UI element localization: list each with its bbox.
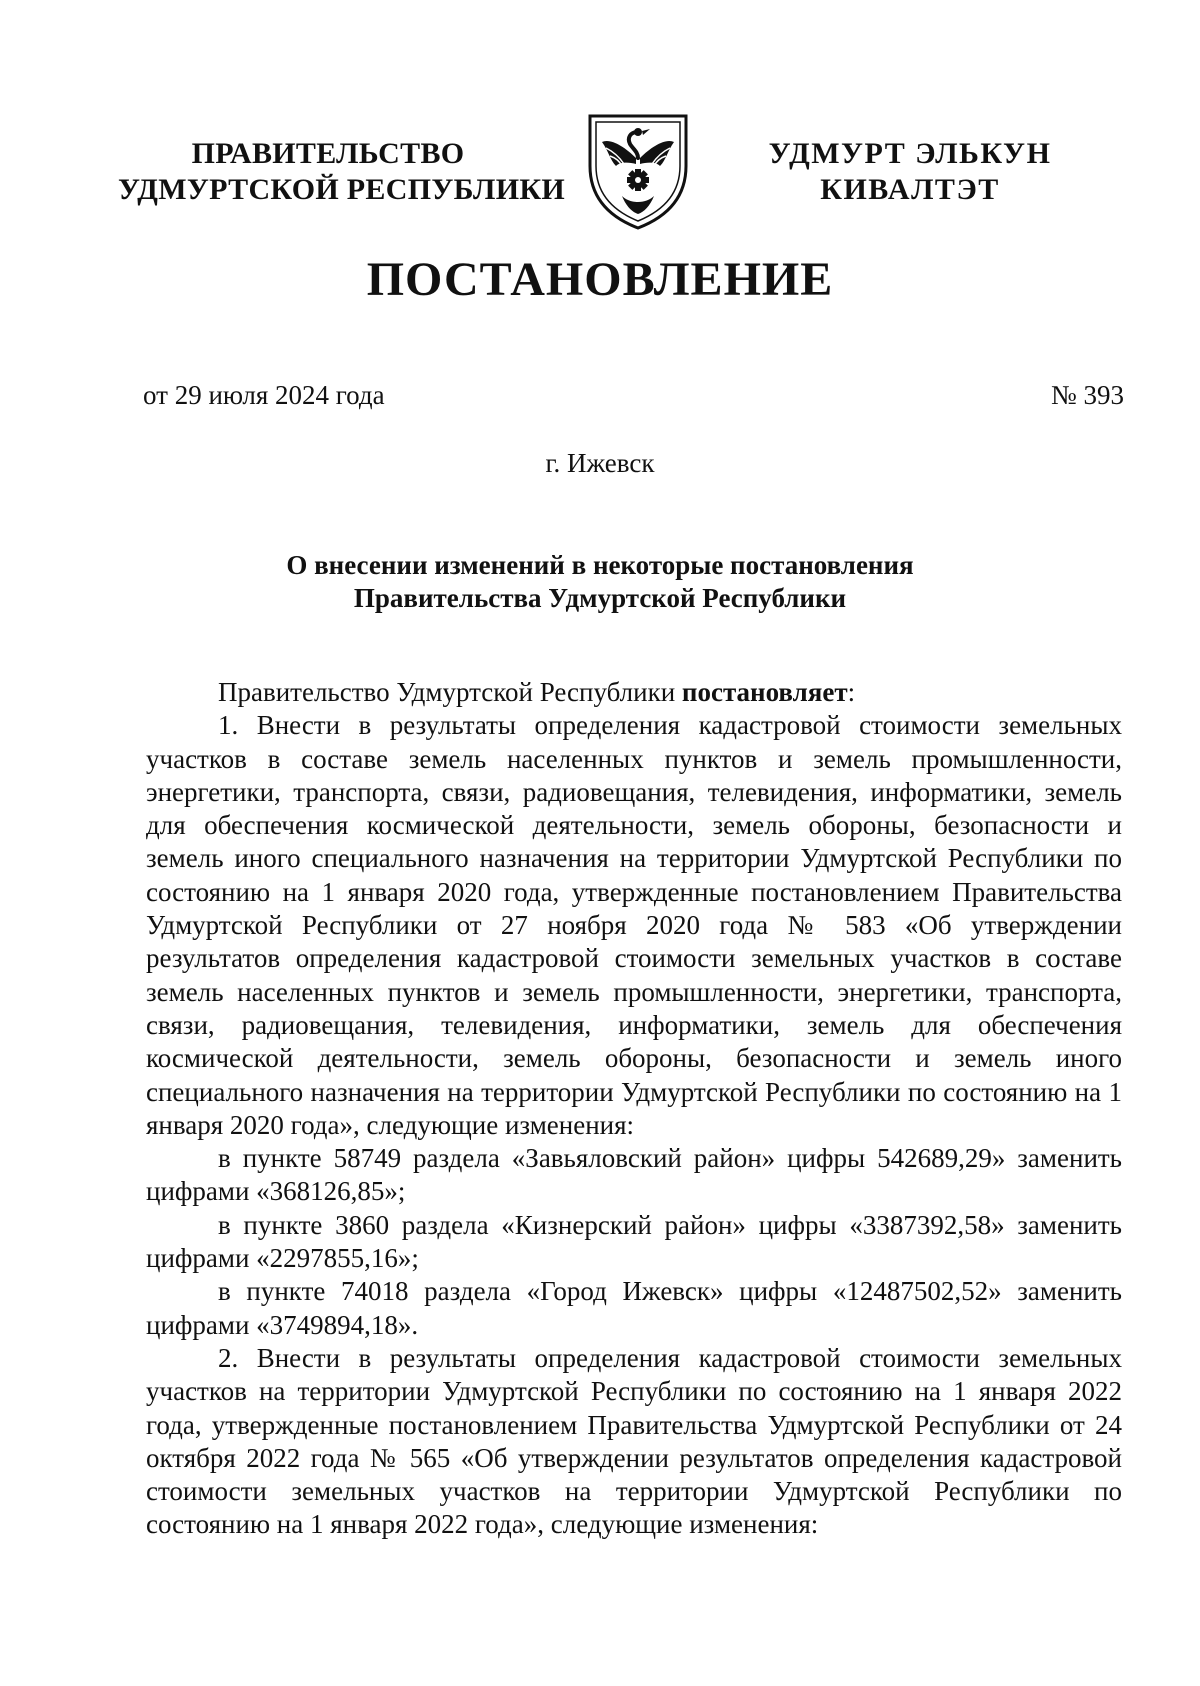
document-number: № 393 bbox=[1050, 380, 1124, 410]
paragraph-change-3: в пункте 74018 раздела «Город Ижевск» цифры «12487502,52» заменить цифрами «3749894,18». bbox=[146, 1276, 1122, 1340]
preamble-colon: : bbox=[847, 677, 856, 707]
document-body bbox=[146, 676, 1122, 1542]
coat-of-arms-icon bbox=[580, 108, 696, 232]
issuer-udmurt-line-1: УДМУРТ ЭЛЬКУН bbox=[768, 137, 1052, 170]
preamble-keyword: постановляет bbox=[681, 677, 848, 707]
paragraph-change-1: в пункте 58749 раздела «Завьяловский район» цифры 542689,29» заменить цифрами «368126,85»; bbox=[146, 1143, 1122, 1207]
document-date: от 29 июля 2024 года bbox=[143, 380, 385, 410]
document-subject bbox=[0, 549, 1200, 615]
paragraph-change-2: в пункте 3860 раздела «Кизнерский район» цифры «3387392,58» заменить цифрами «2297855,16»; bbox=[146, 1209, 1122, 1274]
paragraph-item-2: 2. Внести в результаты определения кадастровой стоимости земельных участков на территории Удмуртской Республики по состоянию на 1 января 2022 года, утвержденные постановлением Правительства Удмуртской Республики от 24 октября 2022 года № 565 «Об утверждении результатов определения кадастровой стоимости земельных участков на территории Удмуртской Республики по состоянию на 1 января 2022 года», следующие изменения: bbox=[146, 1342, 1122, 1540]
issuer-line-1: ПРАВИТЕЛЬСТВО bbox=[191, 137, 465, 170]
issuer-name-russian bbox=[118, 136, 566, 208]
issuer-udmurt-line-2: КИВАЛТЭТ bbox=[820, 173, 1000, 206]
issuer-name-udmurt bbox=[760, 136, 1060, 208]
issuer-line-2: УДМУРТСКОЙ РЕСПУБЛИКИ bbox=[118, 173, 566, 206]
preamble-paragraph bbox=[146, 676, 1122, 709]
document-type-title: ПОСТАНОВЛЕНИЕ bbox=[366, 253, 834, 306]
document-city: г. Ижевск bbox=[545, 448, 655, 478]
subject-line-2: Правительства Удмуртской Республики bbox=[353, 583, 847, 613]
paragraph-item-1: 1. Внести в результаты определения кадастровой стоимости земельных участков в составе земель населенных пунктов и земель промышленности, энергетики, транспорта, связи, радиовещания, телевидения, информатики, земель для обеспечения космической деятельности, земель обороны, безопасности и земель иного специального назначения на территории Удмуртской Республики по состоянию на 1 января 2020 года, утвержденные постановлением Правительства Удмуртской Республики от 27 ноября 2020 года № 583 «Об утверждении результатов определения кадастровой стоимости земельных участков в составе земель населенных пунктов и земель промышленности, энергетики, транспорта, связи, радиовещания, телевидения, информатики, земель для обеспечения космической деятельности, земель обороны, безопасности и земель иного специального назначения на территории Удмуртской Республики по состоянию на 1 января 2020 года», следующие изменения: bbox=[146, 710, 1122, 1140]
subject-line-1: О внесении изменений в некоторые постановления bbox=[286, 550, 914, 580]
preamble-text: Правительство Удмуртской Республики bbox=[218, 677, 682, 707]
